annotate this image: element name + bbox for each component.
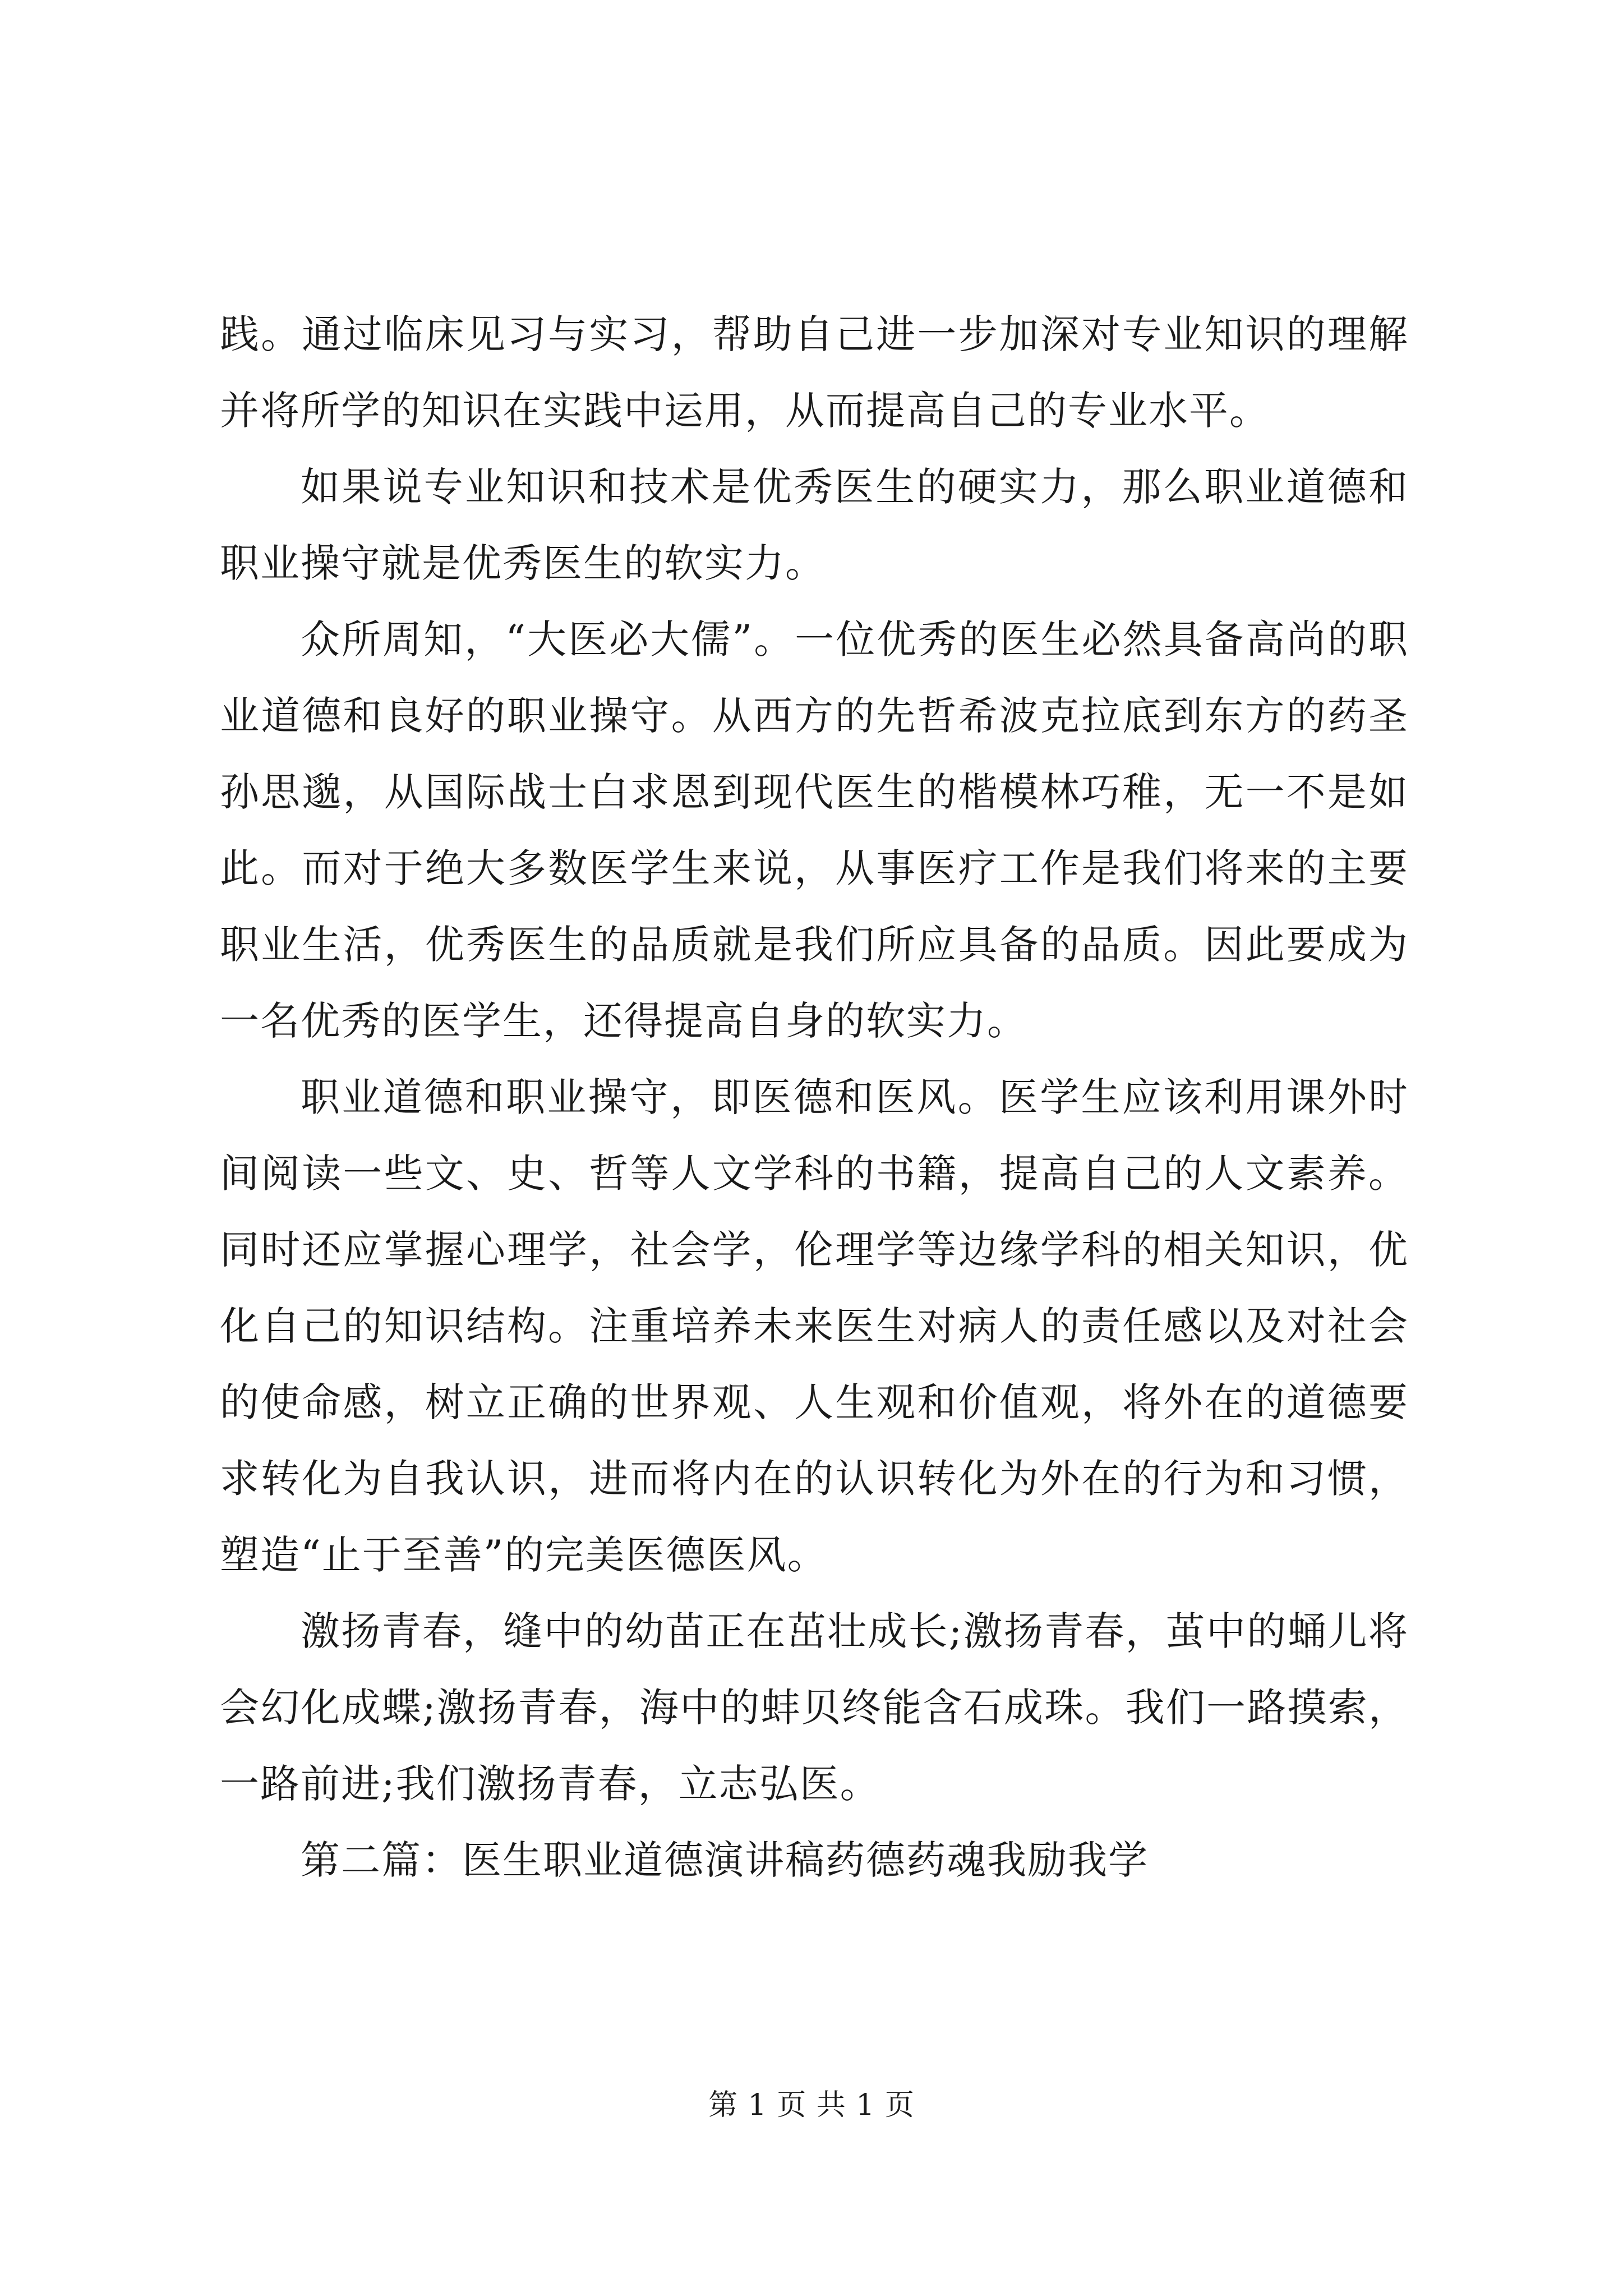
paragraph-continuation: 践。通过临床见习与实习，帮助自己进一步加深对专业知识的理解并将所学的知识在实践中运用，从而提高自己的专业水平。: [220, 311, 1409, 434]
page-footer: 第 1 页 共 1 页: [708, 2088, 915, 2122]
paragraph: 职业道德和职业操守，即医德和医风。医学生应该利用课外时间阅读一些文、史、哲等人文学科的书籍，提高自己的人文素养。同时还应掌握心理学，社会学，伦理学等边缘学科的相关知识，优化自己的知识结构。注重培养未来医生对病人的责任感以及对社会的使命感，树立正确的世界观、人生观和价值观，将外在的道德要求转化为自我认识，进而将内在的认识转化为外在的行为和习惯，塑造“止于至善”的完美医德医风。: [220, 1074, 1409, 1578]
document-body: [220, 296, 1409, 1898]
paragraph: 激扬青春，缝中的幼苗正在茁壮成长;激扬青春，茧中的蛹儿将会幻化成蝶;激扬青春，海中的蚌贝终能含石成珠。我们一路摸索，一路前进;我们激扬青春，立志弘医。: [220, 1608, 1409, 1807]
paragraph: 众所周知，“大医必大儒”。一位优秀的医生必然具备高尚的职业道德和良好的职业操守。从西方的先哲希波克拉底到东方的药圣孙思邈，从国际战士白求恩到现代医生的楷模林巧稚，无一不是如此。而对于绝大多数医学生来说，从事医疗工作是我们将来的主要职业生活，优秀医生的品质就是我们所应具备的品质。因此要成为一名优秀的医学生，还得提高自身的软实力。: [220, 616, 1409, 1044]
paragraph: 如果说专业知识和技术是优秀医生的硬实力，那么职业道德和职业操守就是优秀医生的软实力。: [220, 464, 1409, 586]
section-heading: 第二篇：医生职业道德演讲稿药德药魂我励我学: [301, 1837, 1149, 1883]
